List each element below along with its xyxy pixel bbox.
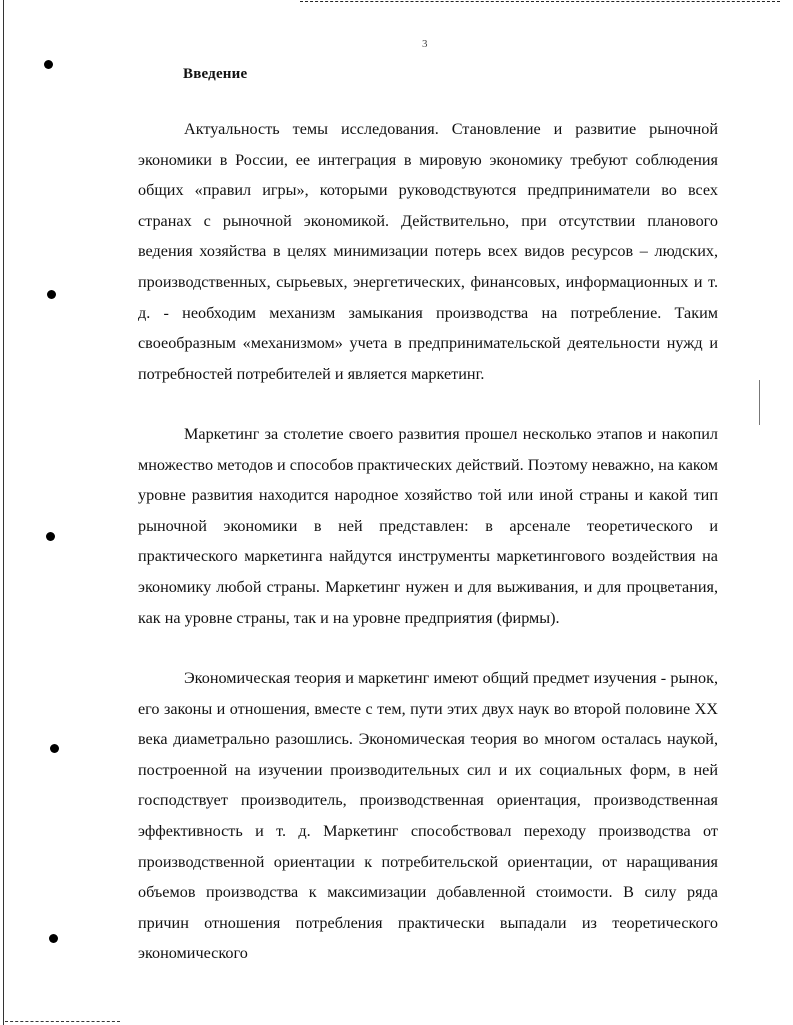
- punch-hole-mark: [44, 60, 53, 69]
- punch-hole-mark: [50, 744, 59, 753]
- paragraph: Маркетинг за столетие своего развития прошел несколько этапов и накопил множество методов и способов практических действий. Поэтому неважно, на каком уровне развития находится народное хозяйство той или иной страны и какой тип рыночной экономики в ней представлен: в арсенале теоретического и практического маркетинга найдутся инструменты маркетингового воздействия на экономику любой страны. Маркетинг нужен и для выживания, и для процветания, как на уровне страны, так и на уровне предприятия (фирмы).: [138, 425, 718, 627]
- paragraph: Актуальность темы исследования. Становление и развитие рыночной экономики в России, ее интеграция в мировую экономику требуют соблюдения общих «правил игры», которыми руководствуются предприниматели во всех странах с рыночной экономикой. Действительно, при отсутствии планового ведения хозяйства в целях минимизации потерь всех видов ресурсов – людских, производственных, сырьевых, энергетических, финансовых, информационных и т. д. - необходим механизм замыкания производства на потребление. Таким своеобразным «механизмом» учета в предпринимательской деятельности нужд и потребностей потребителей и является маркетинг.: [138, 120, 718, 383]
- scan-edge-right: [759, 380, 760, 425]
- section-heading: Введение: [183, 66, 248, 82]
- scan-edge-left: [3, 0, 4, 1025]
- scan-edge-bottom: [5, 1021, 120, 1022]
- page-number: 3: [422, 38, 428, 50]
- scan-edge-top: [300, 1, 780, 2]
- paragraph: Экономическая теория и маркетинг имеют общий предмет изучения - рынок, его законы и отношения, вместе с тем, пути этих двух наук во второй половине XX века диаметрально разошлись. Экономическая теория во многом осталась наукой, построенной на изучении производительных сил и их социальных форм, в ней господствует производитель, производственная ориентация, производственная эффективность и т. д. Маркетинг способствовал переходу производства от производственной ориентации к потребительской ориентации, от наращивания объемов производства к максимизации добавленной стоимости. В силу ряда причин отношения потребления практически выпадали из теоретического экономического: [138, 669, 718, 963]
- punch-hole-mark: [47, 290, 56, 299]
- punch-hole-mark: [46, 532, 55, 541]
- punch-hole-mark: [49, 934, 58, 943]
